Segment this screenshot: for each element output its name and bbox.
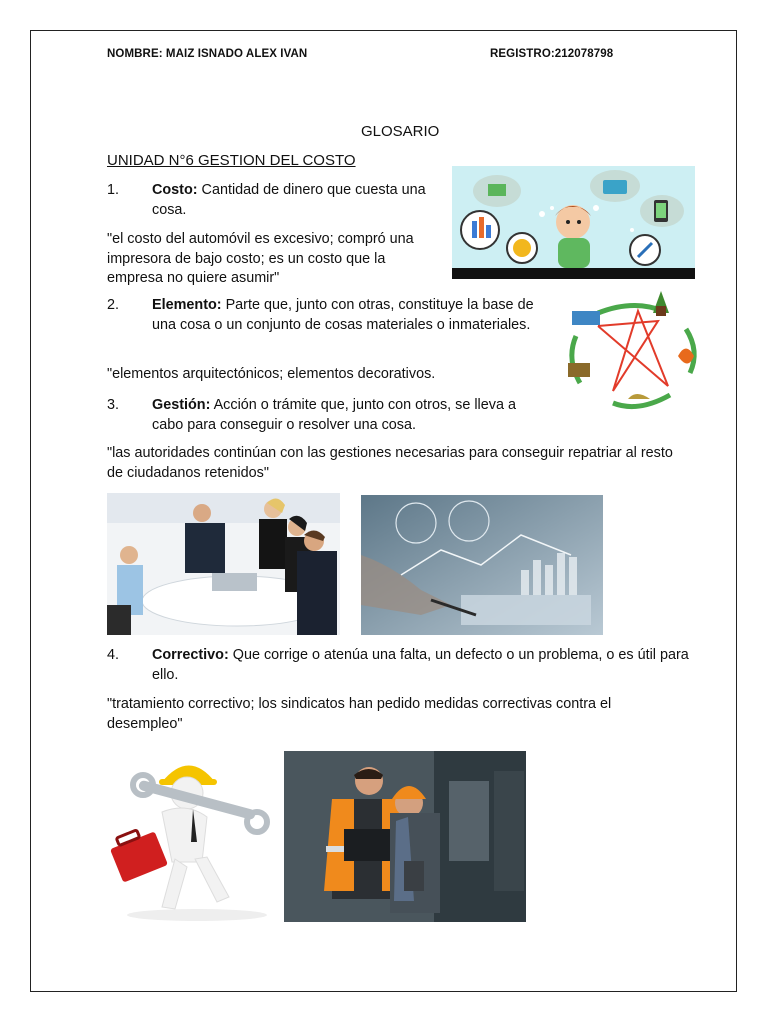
item-term: Elemento: bbox=[152, 297, 222, 313]
item-number: 4. bbox=[107, 647, 120, 663]
item-example-correctivo: "tratamiento correctivo; los sindicatos han pedido medidas correctivas contra el desempleo" bbox=[107, 696, 612, 732]
business-meeting-photo bbox=[107, 493, 340, 635]
item-definition: Acción o trámite que, junto con otros, se lleva a cabo para conseguir o resolver una cosa. bbox=[152, 397, 516, 433]
glossary-item-costo bbox=[107, 181, 447, 221]
cost-illustration-image bbox=[452, 166, 695, 279]
student-registro: REGISTRO:212078798 bbox=[490, 48, 614, 60]
data-analysis-photo bbox=[361, 495, 603, 635]
glossary-item-gestion bbox=[107, 396, 547, 436]
page-title: GLOSARIO bbox=[361, 123, 440, 140]
industrial-workers-photo bbox=[284, 751, 526, 922]
elements-cycle-image bbox=[558, 291, 708, 416]
glossary-item-elemento bbox=[107, 296, 547, 356]
student-name: NOMBRE: MAIZ ISNADO ALEX IVAN bbox=[107, 48, 308, 60]
glossary-item-correctivo bbox=[107, 646, 697, 686]
item-definition: Parte que, junto con otras, constituye la base de una cosa o un conjunto de cosas materiales o inmateriales. bbox=[152, 297, 534, 333]
item-number: 1. bbox=[107, 182, 120, 198]
item-definition: Cantidad de dinero que cuesta una cosa. bbox=[152, 182, 426, 218]
item-term: Gestión: bbox=[152, 397, 211, 413]
item-example-costo: "el costo del automóvil es excesivo; compró una impresora de bajo costo; es un costo que la empresa no quiere asumir" bbox=[107, 231, 414, 286]
item-example-elemento: "elementos arquitectónicos; elementos decorativos. bbox=[107, 366, 436, 382]
item-term: Costo: bbox=[152, 182, 198, 198]
item-definition: Que corrige o atenúa una falta, un defecto o un problema, o es útil para ello. bbox=[152, 647, 689, 683]
unit-heading: UNIDAD N°6 GESTION DEL COSTO bbox=[107, 152, 356, 169]
document-page bbox=[30, 30, 737, 992]
worker-3d-figure-image bbox=[107, 747, 285, 922]
item-term: Correctivo: bbox=[152, 647, 229, 663]
item-example-gestion: "las autoridades continúan con las gestiones necesarias para conseguir repatriar al resto de ciudadanos retenidos" bbox=[107, 445, 673, 481]
item-number: 3. bbox=[107, 397, 120, 413]
item-number: 2. bbox=[107, 297, 120, 313]
